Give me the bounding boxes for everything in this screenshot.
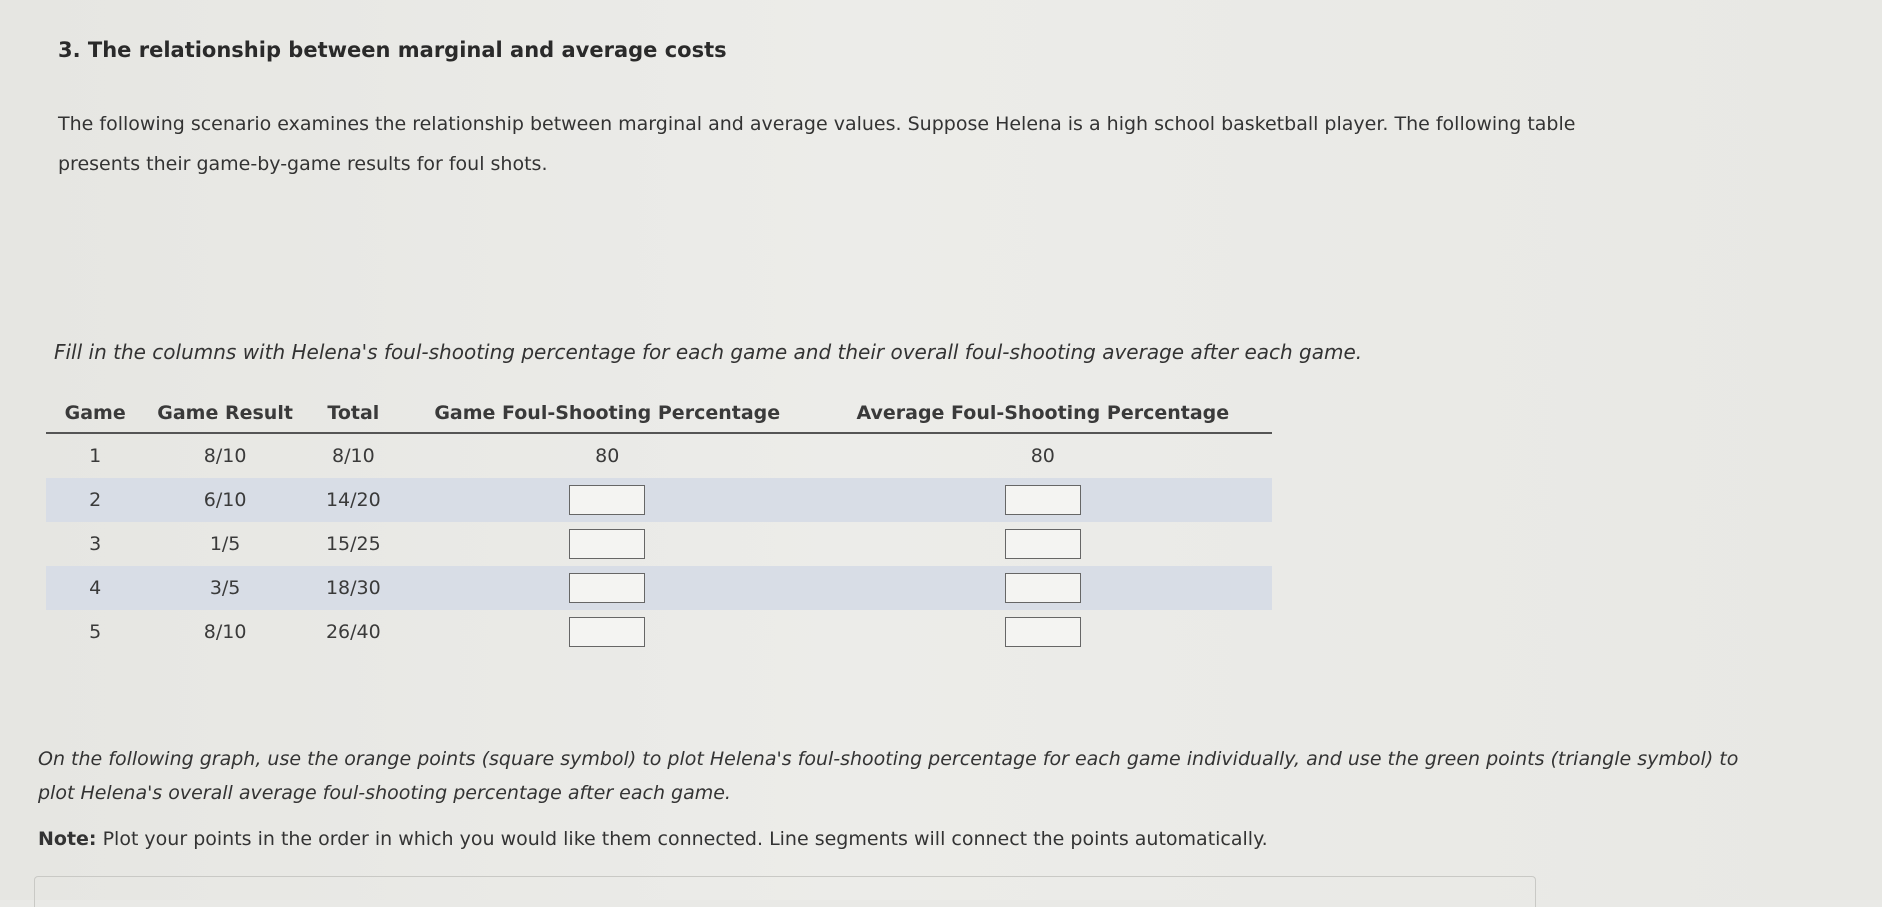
avg-pct-input-2[interactable] xyxy=(1005,485,1081,515)
game-pct-input-3[interactable] xyxy=(569,529,645,559)
cell-game: 4 xyxy=(46,566,144,610)
cell-total: 18/30 xyxy=(306,566,401,610)
cell-game-pct xyxy=(401,566,814,610)
cell-avg-pct-value: 80 xyxy=(1030,445,1055,467)
cell-game: 1 xyxy=(89,445,102,467)
table-row xyxy=(46,433,1272,478)
cell-avg-pct xyxy=(814,478,1272,522)
header-game: Game xyxy=(46,396,144,433)
header-total: Total xyxy=(306,396,401,433)
cell-game-pct xyxy=(401,610,814,654)
cell-avg-pct xyxy=(814,522,1272,566)
table-row xyxy=(46,610,1272,654)
results-table xyxy=(46,396,1272,654)
game-pct-input-2[interactable] xyxy=(569,485,645,515)
cell-avg-pct xyxy=(814,566,1272,610)
cell-game: 5 xyxy=(89,621,102,643)
cell-result: 8/10 xyxy=(203,621,247,643)
cell-result: 6/10 xyxy=(144,478,306,522)
table-row xyxy=(46,478,1272,522)
header-game-pct: Game Foul-Shooting Percentage xyxy=(401,396,814,433)
cell-game-pct-value: 80 xyxy=(595,445,620,467)
game-pct-input-5[interactable] xyxy=(569,617,645,647)
cell-total: 15/25 xyxy=(325,533,381,555)
cell-game-pct xyxy=(401,478,814,522)
cell-result: 1/5 xyxy=(209,533,241,555)
cell-result: 8/10 xyxy=(203,445,247,467)
cell-total: 26/40 xyxy=(325,621,381,643)
table-row xyxy=(46,522,1272,566)
header-game-result: Game Result xyxy=(144,396,306,433)
game-pct-input-4[interactable] xyxy=(569,573,645,603)
graph-area-edge xyxy=(34,876,1536,907)
question-title: 3. The relationship between marginal and average costs xyxy=(58,38,727,62)
cell-result: 3/5 xyxy=(144,566,306,610)
cell-game-pct xyxy=(401,522,814,566)
cell-total: 8/10 xyxy=(332,445,375,467)
note-label: Note: xyxy=(38,828,97,850)
cell-avg-pct xyxy=(814,610,1272,654)
graph-instruction: On the following graph, use the orange points (square symbol) to plot Helena's foul-shooting percentage for each game individually, and use the green points (triangle symbol) to plot Helena's overall average foul-shooting percentage after each game. xyxy=(38,748,1739,804)
note xyxy=(38,828,1758,850)
cell-total: 14/20 xyxy=(306,478,401,522)
cell-game: 3 xyxy=(89,533,102,555)
table-row xyxy=(46,566,1272,610)
avg-pct-input-4[interactable] xyxy=(1005,573,1081,603)
note-text: Plot your points in the order in which you would like them connected. Line segments will connect the points automatically. xyxy=(102,828,1268,850)
header-avg-pct: Average Foul-Shooting Percentage xyxy=(814,396,1272,433)
avg-pct-input-3[interactable] xyxy=(1005,529,1081,559)
cell-game: 2 xyxy=(46,478,144,522)
avg-pct-input-5[interactable] xyxy=(1005,617,1081,647)
table-instruction: Fill in the columns with Helena's foul-shooting percentage for each game and their overall foul-shooting average after each game. xyxy=(54,340,1363,364)
table-header-row xyxy=(46,396,1272,433)
question-intro: The following scenario examines the relationship between marginal and average values. Suppose Helena is a high school basketball player. The following table presents their game-by-game results for foul shots. xyxy=(58,113,1576,175)
